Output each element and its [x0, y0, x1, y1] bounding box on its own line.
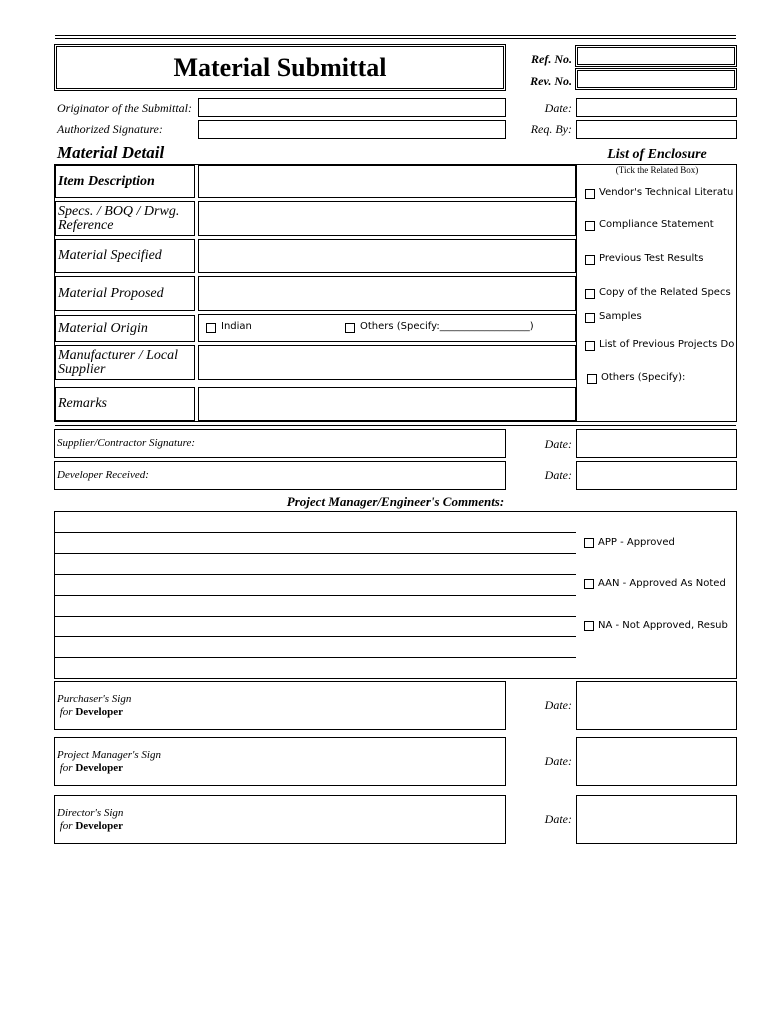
- ref-no-field[interactable]: [575, 45, 737, 67]
- purchaser-sign-role: Purchaser's Sign: [57, 693, 132, 705]
- developer-date-field[interactable]: [576, 461, 737, 490]
- date-label-1: Date:: [544, 101, 572, 115]
- enclosure-checkbox-compliance[interactable]: [585, 221, 595, 231]
- comment-line-5: [55, 616, 576, 617]
- enclosure-checkbox-previous-projects[interactable]: [585, 341, 595, 351]
- supplier-date-label: Date:: [544, 437, 572, 451]
- item-description-field[interactable]: [198, 165, 576, 198]
- material-origin-label: Material Origin: [55, 315, 195, 342]
- approval-checkbox-app[interactable]: [584, 538, 594, 548]
- director-date-field[interactable]: [576, 795, 737, 844]
- originator-field[interactable]: [198, 98, 506, 117]
- enclosure-subheading: (Tick the Related Box): [615, 165, 699, 175]
- purchaser-date-field[interactable]: [576, 681, 737, 730]
- developer-date-label: Date:: [544, 468, 572, 482]
- specs-line-2: Reference: [58, 217, 114, 233]
- manufacturer-label: [55, 345, 195, 380]
- rev-no-label: Rev. No.: [530, 74, 572, 88]
- comment-line-1: [55, 532, 576, 533]
- enclosure-item-compliance: Compliance Statement: [599, 219, 714, 230]
- specs-reference-field[interactable]: [198, 201, 576, 236]
- top-rule-2: [55, 38, 736, 39]
- project-manager-date-label: Date:: [544, 754, 572, 768]
- project-manager-sign-for: for Developer: [57, 762, 123, 774]
- origin-indian-label: Indian: [221, 321, 252, 332]
- enclosure-item-previous-projects: List of Previous Projects Do: [599, 339, 735, 350]
- enclosure-item-vendor: Vendor's Technical Literatu: [599, 187, 734, 198]
- director-date-label: Date:: [544, 812, 572, 826]
- enclosure-checkbox-vendor[interactable]: [585, 189, 595, 199]
- req-by-field[interactable]: [576, 120, 737, 139]
- approval-panel: [576, 512, 736, 678]
- enclosure-panel: [576, 165, 737, 422]
- origin-indian-checkbox[interactable]: [206, 323, 216, 333]
- director-sign-role: Director's Sign: [57, 807, 124, 819]
- origin-others-checkbox[interactable]: [345, 323, 355, 333]
- top-rule-1: [55, 35, 736, 36]
- title-box: [54, 44, 506, 91]
- remarks-label: Remarks: [55, 387, 195, 421]
- approval-checkbox-na[interactable]: [584, 621, 594, 631]
- developer-received-label: Developer Received:: [57, 469, 149, 481]
- origin-others-label: Others (Specify:__________________): [360, 321, 534, 332]
- enclosure-checkbox-samples[interactable]: [585, 313, 595, 323]
- supplier-date-field[interactable]: [576, 429, 737, 458]
- material-proposed-field[interactable]: [198, 276, 576, 311]
- comment-line-4: [55, 595, 576, 596]
- enclosure-item-others: Others (Specify):: [601, 372, 686, 383]
- project-manager-sign-label: [57, 749, 161, 775]
- manufacturer-field[interactable]: [198, 345, 576, 380]
- item-description-label: Item Description: [55, 165, 195, 198]
- authorized-label: Authorized Signature:: [57, 122, 163, 136]
- project-manager-date-field[interactable]: [576, 737, 737, 786]
- enclosure-checkbox-test-results[interactable]: [585, 255, 595, 265]
- enclosure-heading: List of Enclosure: [607, 147, 707, 162]
- originator-label: Originator of the Submittal:: [57, 101, 192, 115]
- developer-received-field[interactable]: [54, 461, 506, 490]
- rev-no-field[interactable]: [575, 68, 737, 90]
- material-specified-label: Material Specified: [55, 239, 195, 273]
- manufacturer-line-1: Manufacturer / Local: [58, 347, 179, 363]
- purchaser-sign-label: [57, 693, 131, 719]
- date-field-1[interactable]: [576, 98, 737, 117]
- director-sign-field[interactable]: [54, 795, 506, 844]
- material-detail-heading: Material Detail: [57, 143, 165, 162]
- manufacturer-line-2: Supplier: [58, 361, 106, 377]
- approval-option-app: APP - Approved: [598, 537, 675, 548]
- authorized-field[interactable]: [198, 120, 506, 139]
- supplier-signature-field[interactable]: [54, 429, 506, 458]
- approval-option-aan: AAN - Approved As Noted: [598, 578, 726, 589]
- purchaser-sign-field[interactable]: [54, 681, 506, 730]
- enclosure-item-test-results: Previous Test Results: [599, 253, 704, 264]
- comment-line-3: [55, 574, 576, 575]
- comment-line-7: [55, 657, 576, 658]
- project-manager-sign-field[interactable]: [54, 737, 506, 786]
- material-specified-field[interactable]: [198, 239, 576, 273]
- material-proposed-label: Material Proposed: [55, 276, 195, 311]
- enclosure-checkbox-others[interactable]: [587, 374, 597, 384]
- director-sign-for: for Developer: [57, 820, 123, 832]
- comment-line-2: [55, 553, 576, 554]
- project-manager-sign-role: Project Manager's Sign: [57, 749, 161, 761]
- section-rule: [55, 425, 736, 426]
- specs-reference-label: [55, 201, 195, 236]
- page-title: Material Submittal: [173, 53, 387, 82]
- purchaser-sign-for: for Developer: [57, 706, 123, 718]
- supplier-signature-label: Supplier/Contractor Signature:: [57, 437, 196, 449]
- purchaser-date-label: Date:: [544, 698, 572, 712]
- approval-checkbox-aan[interactable]: [584, 579, 594, 589]
- enclosure-checkbox-specs-copy[interactable]: [585, 289, 595, 299]
- comments-heading: Project Manager/Engineer's Comments:: [286, 494, 505, 509]
- approval-option-na: NA - Not Approved, Resub: [598, 620, 728, 631]
- director-sign-label: [57, 807, 123, 833]
- enclosure-item-samples: Samples: [599, 311, 642, 322]
- enclosure-item-specs-copy: Copy of the Related Specs: [599, 287, 731, 298]
- ref-no-label: Ref. No.: [531, 52, 572, 66]
- specs-line-1: Specs. / BOQ / Drwg.: [58, 203, 180, 219]
- req-by-label: Req. By:: [530, 122, 572, 136]
- comment-line-6: [55, 636, 576, 637]
- remarks-field[interactable]: [198, 387, 576, 421]
